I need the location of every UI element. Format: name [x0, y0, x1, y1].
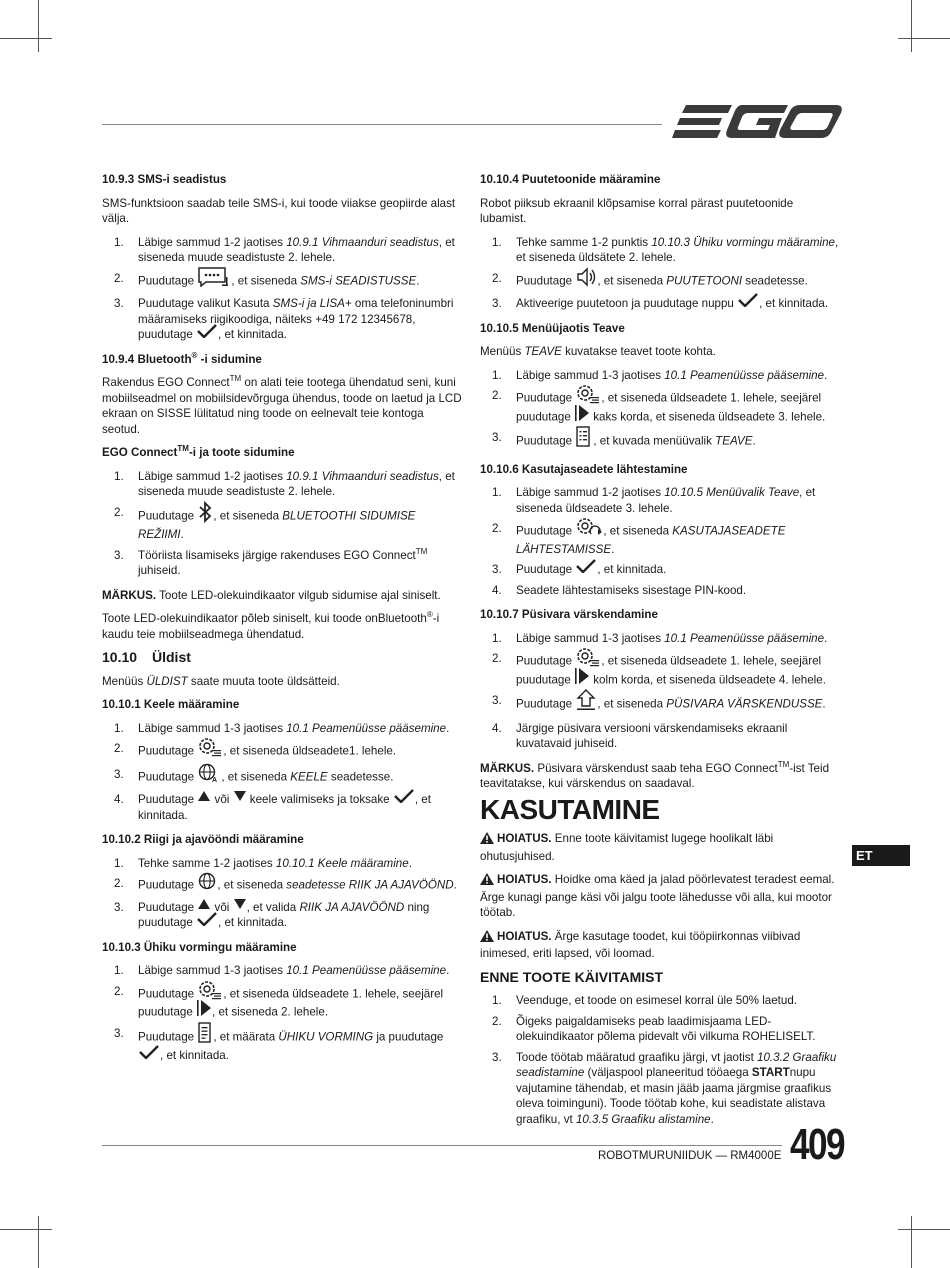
- steps-list: [480, 235, 842, 312]
- unit-document-icon: [198, 1022, 212, 1049]
- arrow-down-icon: [234, 898, 246, 914]
- list-item: 2. Puudutage , et siseneda SMS-i SEADISTUSSE.: [102, 271, 464, 292]
- list-item: 1. Tehke samme 1-2 punktis 10.10.3 Ühiku vormingu määramine, et siseneda üldsätete 2. lehele.: [492, 235, 839, 264]
- list-item: 3. Puudutage , et siseneda PÜSIVARA VÄRSKENDUSSE.: [480, 693, 842, 716]
- steps-list: [480, 485, 842, 598]
- paragraph: Rakendus EGO Connect™ on alati teie tootega ühendatud seni, kuni mobiilseadmel on mobiilsidevõrguga ühendus, toode on laetud ja LCD ekraan on SISSE lülitatud ning toode on eelnevalt teie kontoga seotud.: [102, 374, 462, 436]
- list-item: 2. Puudutage , et siseneda PUUTETOONI seadetesse.: [480, 271, 842, 292]
- list-item: 1. Läbige sammud 1-2 jaotises 10.9.1 Vihmaanduri seadistus, et siseneda muude seadistuste 2. lehele.: [114, 469, 455, 498]
- section-heading: ENNE TOOTE KÄIVITAMIST: [480, 968, 664, 985]
- checkmark-icon: [139, 1045, 159, 1064]
- next-page-icon: [575, 668, 589, 689]
- list-item: 1. Läbige sammud 1-2 jaotises 10.9.1 Vihmaanduri seadistus, et siseneda muude seadistuste 2. lehele.: [114, 235, 455, 264]
- crop-mark: [38, 1216, 39, 1268]
- section-heading: 10.9.4 Bluetooth® -i sidumine: [102, 350, 262, 366]
- language-globe-icon: [198, 763, 220, 788]
- warning-triangle-icon: [480, 930, 494, 947]
- note: MÄRKUS. Toote LED-olekuindikaator vilgub sidumise ajal siniselt.: [102, 588, 441, 602]
- footer-product: ROBOTMURUNIIDUK — RM4000E: [598, 1150, 782, 1162]
- crop-mark: [898, 1229, 950, 1230]
- steps-list: [102, 469, 464, 579]
- header-rule: [102, 124, 662, 125]
- checkmark-icon: [197, 912, 217, 931]
- list-item: 2. Puudutage , et siseneda üldseadete 1. lehele, seejärel puudutage kolm korda, et siseneda üldseadete 4. lehele.: [480, 651, 842, 688]
- list-item: 3. Puudutage , et kuvada menüüvalik TEAVE.: [480, 430, 842, 453]
- main-section-heading: KASUTAMINE: [480, 793, 660, 825]
- sms-icon: [198, 267, 230, 292]
- warning: HOIATUS. Enne toote käivitamist lugege hoolikalt läbi ohutusjuhised.: [480, 832, 774, 863]
- warning: HOIATUS. Ärge kasutage toodet, kui tööpiirkonnas viibivad inimesed, eriti lapsed, või loomad.: [480, 929, 801, 960]
- list-item: 1. Läbige sammud 1-3 jaotises 10.1 Peamenüüsse pääsemine.: [114, 964, 450, 977]
- reset-settings-icon: [576, 517, 602, 542]
- section-heading: 10.10.1 Keele määramine: [102, 698, 240, 711]
- section-heading: EGO Connect™-i ja toote sidumine: [102, 444, 295, 459]
- left-column: [102, 172, 464, 1073]
- steps-list: [102, 721, 464, 824]
- list-item: 1. Tehke samme 1-2 jaotises 10.10.1 Keele määramine.: [114, 856, 412, 870]
- list-item: 2. Puudutage , et siseneda seadetesse RIIK JA AJAVÖÖND.: [102, 876, 464, 895]
- list-item: 2. Puudutage , et siseneda üldseadete 1. lehele, seejärel puudutage kaks korda, et siseneda üldseadete 3. lehele.: [480, 388, 842, 425]
- note: MÄRKUS. Püsivara värskendust saab teha EGO Connect™-ist Teid teavitatakse, kui värskendus on saadaval.: [480, 759, 830, 790]
- list-item: 2. Puudutage , et siseneda üldseadete 1. lehele, seejärel puudutage , et siseneda 2. lehele.: [102, 984, 464, 1021]
- footer-rule: [102, 1145, 782, 1146]
- list-item: 2. Õigeks paigaldamiseks peab laadimisjaama LED-olekuindikaator põlema pidevalt või vilkuma ROHELISELT.: [492, 1014, 816, 1043]
- section-heading: 10.9.3 SMS-i seadistus: [102, 173, 227, 186]
- section-heading: 10.10.7 Püsivara värskendamine: [480, 608, 658, 621]
- crop-mark: [38, 0, 39, 52]
- page-number: 409: [790, 1120, 844, 1169]
- paragraph: Robot piiksub ekraanil klõpsamise korral pärast puutetoonide lubamist.: [480, 196, 794, 225]
- list-item: 3. Puudutage , et määrata ÜHIKU VORMING ja puudutage , et kinnitada.: [102, 1026, 464, 1064]
- list-item: 3. Aktiveerige puutetoon ja puudutage nuppu , et kinnitada.: [480, 296, 842, 312]
- checkmark-icon: [197, 324, 217, 343]
- steps-list: [102, 856, 464, 931]
- checkmark-icon: [738, 293, 758, 312]
- steps-list: [480, 368, 842, 453]
- next-page-icon: [197, 1000, 211, 1021]
- crop-mark: [911, 0, 912, 52]
- next-page-icon: [575, 405, 589, 426]
- steps-list: [102, 235, 464, 343]
- right-column: [480, 172, 842, 1136]
- warning: HOIATUS. Hoidke oma käed ja jalad pöörlevatest teradest eemal. Ärge kunagi pange käsi või jalgu toote lähedusse või alla, kui mootor töötab.: [480, 873, 835, 919]
- settings-icon: [198, 737, 222, 762]
- speaker-icon: [576, 267, 596, 292]
- list-item: 1. Veenduge, et toode on esimesel korral üle 50% laetud.: [492, 994, 798, 1007]
- chapter-heading: 10.10 Üldist: [102, 649, 191, 665]
- section-heading: 10.10.6 Kasutajaseadete lähtestamine: [480, 462, 688, 476]
- list-item: 3. Toode töötab määratud graafiku järgi, vt jaotist 10.3.2 Graafiku seadistamine (väljaspool planeeritud tööaega STARTnupu vajutamine tähendab, et masin jääb jaama järgmise graafikus oleva toiminguni). Toode töötab kohe, kui seadistate alistava graafiku, vt 10.3.5 Graafiku alistamine.: [492, 1050, 837, 1126]
- svg-text:A: A: [212, 776, 218, 783]
- steps-list: [102, 963, 464, 1064]
- list-item: 1. Läbige sammud 1-2 jaotises 10.10.5 Menüüvalik Teave, et siseneda üldseadete 3. lehele.: [492, 486, 816, 515]
- globe-clock-icon: [198, 872, 216, 895]
- section-heading: 10.10.2 Riigi ja ajavööndi määramine: [102, 833, 304, 846]
- list-item: 1. Läbige sammud 1-3 jaotises 10.1 Peamenüüsse pääsemine.: [492, 368, 828, 382]
- section-heading: 10.10.5 Menüüjaotis Teave: [480, 321, 625, 335]
- list-item: 2. Puudutage , et siseneda KASUTAJASEADETE LÄHTESTAMISSE.: [480, 521, 842, 557]
- bluetooth-icon: [198, 501, 212, 528]
- list-item: 2. Puudutage , et siseneda üldseadete1. lehele.: [102, 741, 464, 762]
- steps-list: [480, 993, 842, 1127]
- list-item: 3. Puudutage A , et siseneda KEELE seadetesse.: [102, 767, 464, 788]
- checkmark-icon: [576, 559, 596, 578]
- list-item: 2. Puudutage , et siseneda BLUETOOTHI SIDUMISE REŽIIMI.: [102, 505, 464, 543]
- ego-logo: [672, 103, 844, 146]
- warning-triangle-icon: [480, 832, 494, 849]
- checkmark-icon: [394, 789, 414, 808]
- list-item: 4. Seadete lähtestamiseks sisestage PIN-kood.: [492, 583, 747, 597]
- info-document-icon: [576, 426, 592, 453]
- list-item: 1. Läbige sammud 1-3 jaotises 10.1 Peamenüüsse pääsemine.: [492, 631, 828, 645]
- list-item: 3. Puudutage või , et valida RIIK JA AJAVÖÖND ning puudutage , et kinnitada.: [102, 900, 464, 931]
- list-item: 3. Tööriista lisamiseks järgige rakenduses EGO Connect™ juhiseid.: [114, 546, 428, 577]
- crop-mark: [0, 1229, 52, 1230]
- section-heading: 10.10.4 Puutetoonide määramine: [480, 173, 661, 186]
- paragraph: Menüüs ÜLDIST saate muuta toote üldsätteid.: [102, 674, 340, 688]
- warning-triangle-icon: [480, 873, 494, 890]
- paragraph: SMS-funktsioon saadab teile SMS-i, kui toode viiakse geopiirde alast välja.: [102, 196, 456, 225]
- list-item: 1. Läbige sammud 1-3 jaotises 10.1 Peamenüüsse pääsemine.: [114, 721, 450, 735]
- paragraph: Toote LED-olekuindikaator põleb siniselt, kui toode onBluetooth®-i kaudu teie mobiilseadmega ühendatud.: [102, 610, 440, 641]
- firmware-upload-icon: [576, 689, 596, 716]
- list-item: 4. Järgige püsivara versiooni värskendamiseks ekraanil kuvatavaid juhiseid.: [492, 721, 788, 750]
- section-heading: 10.10.3 Ühiku vormingu määramine: [102, 940, 297, 954]
- arrow-down-icon: [234, 790, 246, 806]
- language-tab: ET: [852, 845, 910, 866]
- crop-mark: [898, 38, 950, 39]
- list-item: 3. Puudutage , et kinnitada.: [480, 562, 842, 578]
- crop-mark: [911, 1216, 912, 1268]
- steps-list: [480, 631, 842, 752]
- crop-mark: [0, 38, 52, 39]
- arrow-up-icon: [198, 790, 210, 806]
- paragraph: Menüüs TEAVE kuvatakse teavet toote kohta.: [480, 345, 716, 358]
- list-item: 3. Puudutage valikut Kasuta SMS-i ja LISA+ oma telefoninumbri määramiseks riigikoodiga, näiteks +49 172 12345678, puudutage , et kinnitada.: [114, 297, 454, 341]
- list-item: 4. Puudutage või keele valimiseks ja toksake , et kinnitada.: [102, 792, 464, 823]
